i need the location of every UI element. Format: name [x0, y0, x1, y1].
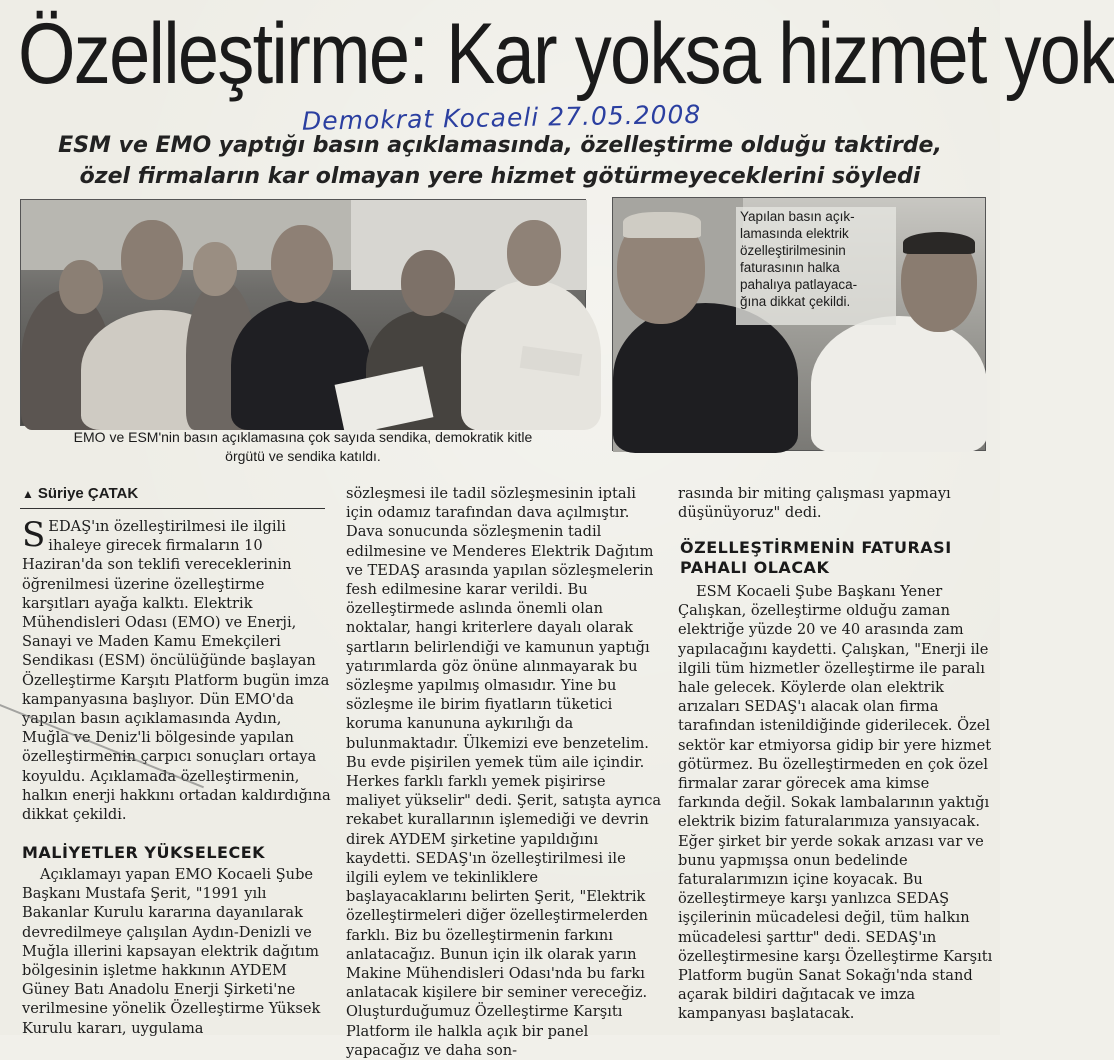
subheadline: [20, 130, 980, 192]
headline: Özelleştirme: Kar yoksa hizmet yok: [18, 6, 1114, 102]
triangle-bullet-icon: ▲: [22, 487, 34, 501]
section-costs-paragraph: Açıklamayı yapan EMO Kocaeli Şube Başkanı Mustafa Şerit, "1991 yılı Bakanlar Kurulu kararına dayanılarak devredilmeye çalışılan Aydın-Denizli ve Muğla illerini kapsayan elektrik dağıtım bölgesinin işletme hakkının AYDEM Güney Batı Anadolu Enerji Şirketi'ne verilmesine yönelik Özelleştirme Yüksek Kurulu kararı, uygulama: [22, 866, 321, 1037]
column-two-text: sözleşmesi ile tadil sözleşmesinin iptali için odamız tarafından dava açılmıştır. Dava sonucunda sözleşmenin tadil edilmesine ve Menderes Elektrik Dağıtım ve TEDAŞ arasında yapılan sözleşmelerin fesh edilmesine karar verildi. Bu özelleştirmede aslında önemli olan noktalar, hangi kriterlere dayalı olarak şartların belirlendiği ve kamunun yaptığı yatırımlarda göz önüne alınmayarak bu sözleşme yapılmış olmasıdır. Yine bu sözleşme ile birim fiyatların tüketici koruma kanununa aykırılığı da bulunmaktadır. Ülkemizi eve benzetelim. Bu evde pişirilen yemek tüm aile içindir. Herkes farklı farklı yemek pişirirse maliyet yükselir" dedi. Şerit, satışta ayrıca rekabet kurallarının işlemediği ve devrin direk AYDEM şirketine yapıldığını kaydetti. SEDAŞ'ın özelleştirilmesi ile ilgili eylem ve tekinliklere başlayacaklarını belirten Şerit, "Elektrik özelleştirmeleri diğer özelleştirmelerden farklı. Biz bu özelleştirmenin farkını anlatacağız. Bunun için ilk olarak yarın Makine Mühendisleri Odası'nda bu farkı anlatacak kişilere bir seminer vereceğiz. Oluşturduğumuz Özelleştirme Karşıtı Platform ile halkla açık bir panel yapacağız ve daha son-: [346, 485, 662, 1059]
column-two: [346, 484, 662, 1060]
subheadline-line: özel firmaların kar olmayan yere hizmet götürmeyeceklerini söyledi: [79, 164, 921, 189]
section-bill-text-block: [678, 582, 994, 1024]
caption-line: EMO ve ESM'nin basın açıklamasına çok sayıda sendika, demokratik kitle: [73, 429, 533, 445]
caption-line: lamasında elektrik: [740, 226, 849, 241]
section-heading-bill: ÖZELLEŞTİRMENİN FATURASI PAHALI OLACAK: [680, 538, 952, 577]
caption-line: Yapılan basın açık-: [740, 209, 855, 224]
caption-line: örgütü ve sendika katıldı.: [225, 448, 381, 464]
section-heading-costs: MALİYETLER YÜKSELECEK: [22, 843, 266, 862]
lead-paragraph-block: [22, 517, 332, 824]
subheadline-line: ESM ve EMO yaptığı basın açıklamasında, özelleştirme olduğu taktirde,: [58, 133, 942, 158]
section-costs-text-block: [22, 865, 332, 1038]
column-three-lead: [678, 484, 994, 522]
handwritten-source-note: Demokrat Kocaeli 27.05.2008: [301, 99, 702, 136]
left-photo-caption: [20, 428, 586, 466]
lead-paragraph: EDAŞ'ın özelleştirilmesi ile ilgili ihaleye girecek firmaların 10 Haziran'da son teklifi vereceklerinin öğrenilmesi üzerine özelleştirme karşıtları ayağa kalktı. Elektrik Mühendisleri Odası (EMO) ve Enerji, Sanayi ve Maden Kamu Emekçileri Sendikası (ESM) öncülüğünde başlayan Özelleştirme Karşıtı Platform bugün imza kampanyasına başlıyor. Dün EMO'da yapılan basın açıklamasında Aydın, Muğla ve Deniz'li bölgesinde yapılan özelleştirmenin çarpıcı sonuçları ortaya koyuldu. Açıklamada özelleştirmenin, halkın enerji hakkını ortadan kaldırdığına dikkat çekildi.: [22, 518, 331, 824]
right-photo-caption: [736, 207, 896, 325]
caption-line: pahalıya patlayaca-: [740, 277, 858, 292]
byline-divider: [20, 508, 325, 509]
drop-cap: S: [22, 515, 46, 555]
section-bill-paragraph: ESM Kocaeli Şube Başkanı Yener Çalışkan, özelleştirme olduğu zaman elektriğe yüzde 20 ve 40 arasında zam yapılacağını kaydetti. Çalışkan, "Enerji ile ilgili tüm hizmetler özelleştirme ile paralı hale gelecek. Köylerde olan elektrik arızaları SEDAŞ'ı alacak olan firma tarafından istenildiğinde giderilecek. Özel sektör kar etmiyorsa gidip bir yere hizmet götürmez. Bu özelleştirmeden en çok özel firmalar zarar görecek ama kimse farkında değil. Sokak lambalarının yaktığı elektrik bizim faturalarımıza yansıyacak. Eğer şirket bir yerde sokak arızası var ve bunu yapmışsa onun bedelinde faturalarımızın içine koyacak. Bu özelleştirmeye karşı yanlızca SEDAŞ işçilerinin mücadelesi değil, tüm halkın mücadelesi şarttır" dedi. SEDAŞ'ın özelleştirmesine karşı Özelleştirme Karşıtı Platform bugün Sanat Sokağı'nda stand açarak bildiri dağıtacak ve imza kampanyası başlatacak.: [678, 583, 993, 1023]
column-three-lead-text: rasında bir miting çalışması yapmayı düşünüyoruz" dedi.: [678, 485, 951, 522]
byline: [22, 484, 322, 504]
caption-line: faturasının halka: [740, 260, 840, 275]
caption-line: ğına dikkat çekildi.: [740, 294, 851, 309]
byline-author: Süriye ÇATAK: [37, 485, 139, 502]
caption-line: özelleştirilmesinin: [740, 243, 846, 258]
press-conference-photo: [20, 199, 586, 426]
